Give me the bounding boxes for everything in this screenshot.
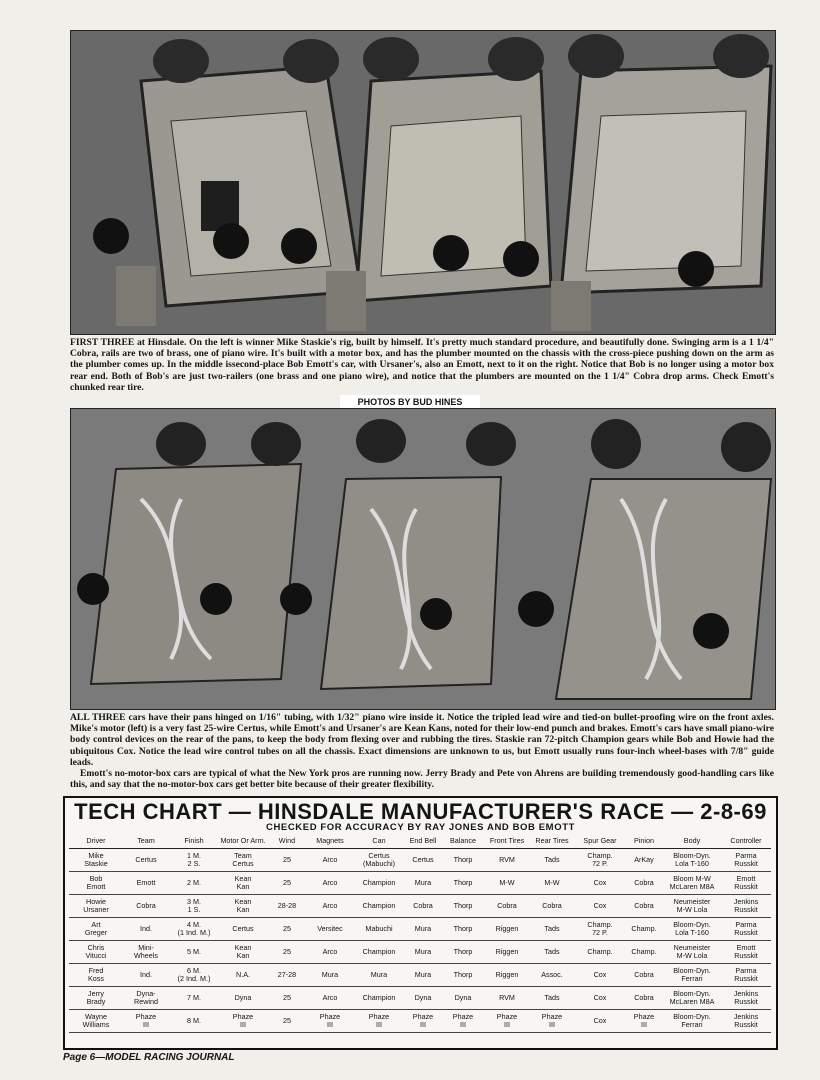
table-cell: Phaze III [485,1010,529,1033]
table-cell: 25 [267,849,307,872]
table-cell: 27-28 [267,964,307,987]
table-cell: Neumeister M-W Lola [663,895,721,918]
table-cell: Tads [529,849,575,872]
table-cell: Ind. [123,964,169,987]
table-cell: Riggen [485,964,529,987]
table-cell: M-W [485,872,529,895]
column-header: Front Tires [485,834,529,849]
table-cell: Neumeister M-W Lola [663,941,721,964]
table-cell: Mura [307,964,353,987]
table-cell: Kean Kan [219,941,267,964]
table-cell: Certus [123,849,169,872]
table-cell: Champion [353,987,405,1010]
table-row [69,872,771,895]
table-cell: Riggen [485,941,529,964]
table-cell: Parma Russkit [721,918,771,941]
table-cell: Certus [405,849,441,872]
table-cell: Emott [123,872,169,895]
table-cell: Champ. 72 P. [575,849,625,872]
table-cell: Bloom-Dyn. Ferrari [663,964,721,987]
table-cell: Arco [307,872,353,895]
table-cell: Champ. [625,941,663,964]
table-row [69,964,771,987]
table-cell: Thorp [441,918,485,941]
tech-chart-subtitle: CHECKED FOR ACCURACY BY RAY JONES AND BOB EMOTT [265,822,575,833]
table-cell: 28-28 [267,895,307,918]
table-cell: Mura [405,918,441,941]
table-cell: M-W [529,872,575,895]
table-cell: 2 M. [169,872,219,895]
table-cell: Bloom M-W McLaren M8A [663,872,721,895]
table-cell: Phaze III [405,1010,441,1033]
table-cell: 4 M. (1 Ind. M.) [169,918,219,941]
column-header: Driver [69,834,123,849]
table-cell: Champion [353,895,405,918]
table-cell: Jenkins Russkit [721,987,771,1010]
table-cell: Bloom-Dyn. Lola T-160 [663,918,721,941]
table-cell: Arco [307,895,353,918]
table-cell: Cox [575,987,625,1010]
tech-chart [63,796,778,1050]
photo-credit: PHOTOS BY BUD HINES [340,395,480,409]
table-cell: Assoc. [529,964,575,987]
table-cell: Champ. 72 P. [575,918,625,941]
column-header: Spur Gear [575,834,625,849]
tech-chart-title: TECH CHART — HINSDALE MANUFACTURER'S RACE — 2-8-69 [74,799,767,824]
table-cell: 1 M. 2 S. [169,849,219,872]
photo-top-three-chassis [70,30,776,335]
table-cell: Kean Kan [219,872,267,895]
table-cell: Bloom-Dyn. McLaren M8A [663,987,721,1010]
table-cell: Phaze III [625,1010,663,1033]
table-cell: Dyna- Rewind [123,987,169,1010]
column-header: Wind [267,834,307,849]
table-cell: Cobra [625,964,663,987]
table-cell: Champ. [575,941,625,964]
table-row [69,849,771,872]
table-body [69,849,771,1033]
table-cell: Mabuchi [353,918,405,941]
table-cell: Arco [307,941,353,964]
table-cell: Mura [353,964,405,987]
table-cell: Thorp [441,849,485,872]
table-cell: Kean Kan [219,895,267,918]
table-cell: Dyna [219,987,267,1010]
column-header: Controller [721,834,771,849]
column-header: Finish [169,834,219,849]
table-cell: Art Greger [69,918,123,941]
table-cell: Arco [307,987,353,1010]
table-cell: Howie Ursaner [69,895,123,918]
table-cell: Mini- Wheels [123,941,169,964]
table-cell: ArKay [625,849,663,872]
table-cell: Emott Russkit [721,941,771,964]
table-cell: Cox [575,872,625,895]
column-header: Magnets [307,834,353,849]
table-cell: Tads [529,918,575,941]
photo-all-three-pans [70,408,776,710]
table-cell: Bloom-Dyn. Lola T-160 [663,849,721,872]
table-cell: 3 M. 1 S. [169,895,219,918]
table-cell: 5 M. [169,941,219,964]
caption-bottom-paragraph-1: ALL THREE cars have their pans hinged on 1/16" tubing, with 1/32" piano wire inside it. Notice the tripled lead wire and tied-on bullet-proofing wire on the front axles. Mike's motor (left) is a very fast 25-wire Certus, while Emott's and Ursaner's are Kean Kans, noted for their low-end punch and brakes. Emott's cars have small piano-wire body control devices on the rear of the pans, to keep the body from flexing over and rubbing the tires. Staskie ran 72-pitch Champion gears while Bob and Howie had the ubiquitous Cox. Notice the lead wire control tubes on all the chassis. Exact dimensions are unknown to us, but Emott usually runs four-inch wheel-bases with 7/8" guide leads. [70,712,774,768]
table-row [69,1010,771,1033]
table-cell: Mike Staskie [69,849,123,872]
column-header: Pinion [625,834,663,849]
table-cell: Emott Russkit [721,872,771,895]
table-cell: Wayne Williams [69,1010,123,1033]
column-header: Balance [441,834,485,849]
table-cell: 6 M. (2 Ind. M.) [169,964,219,987]
table-cell: Thorp [441,895,485,918]
table-cell: 25 [267,872,307,895]
table-cell: Bob Emott [69,872,123,895]
table-cell: Mura [405,941,441,964]
table-cell: Champion [353,872,405,895]
table-cell: Cobra [529,895,575,918]
table-cell: Cox [575,964,625,987]
caption-bottom [70,712,774,790]
table-row [69,941,771,964]
table-cell: Certus [219,918,267,941]
caption-top: FIRST THREE at Hinsdale. On the left is winner Mike Staskie's rig, built by himself. It's pretty much standard procedure, and beautifully done. Swinging arm is a 1 1/4" Cobra, rails are two of brass, one of piano wire. It's built with a motor box, and has the plumber mounted on the chassis with the cross-piece pushing down on the arm as the plumber comes up. In the middle issecond-place Bob Emott's car, with Ursaner's, also an Emott, next to it on the right. Notice that Bob is no longer using a motor box rear end. Both of Bob's are just two-railers (one brass and one piano wire), and notice that the plumbers are mounted on the 1 1/4" Cobra drop arms. Check Emott's chunked rear tire. [70,337,774,393]
table-cell: Versitec [307,918,353,941]
table-cell: RVM [485,849,529,872]
table-cell: Phaze III [219,1010,267,1033]
column-header: Motor Or Arm. [219,834,267,849]
table-cell: Bloom-Dyn. Ferrari [663,1010,721,1033]
table-cell: Thorp [441,941,485,964]
table-cell: Riggen [485,918,529,941]
table-cell: N.A. [219,964,267,987]
table-cell: Phaze III [441,1010,485,1033]
table-cell: Tads [529,941,575,964]
table-cell: 7 M. [169,987,219,1010]
table-cell: Jenkins Russkit [721,895,771,918]
table-cell: 25 [267,941,307,964]
table-cell: 8 M. [169,1010,219,1033]
table-cell: Jenkins Russkit [721,1010,771,1033]
column-header: End Bell [405,834,441,849]
table-cell: Ind. [123,918,169,941]
table-row [69,895,771,918]
table-cell: Cobra [625,987,663,1010]
table-cell: Parma Russkit [721,849,771,872]
tech-chart-table [69,834,771,1033]
table-cell: RVM [485,987,529,1010]
table-cell: Fred Koss [69,964,123,987]
table-cell: Phaze III [529,1010,575,1033]
table-cell: Phaze III [353,1010,405,1033]
table-cell: Dyna [405,987,441,1010]
table-cell: Mura [405,872,441,895]
page-footer: Page 6—MODEL RACING JOURNAL [63,1052,235,1063]
table-cell: Phaze III [123,1010,169,1033]
table-cell: Cobra [485,895,529,918]
caption-bottom-paragraph-2: Emott's no-motor-box cars are typical of what the New York pros are running now. Jerry Brady and Pete von Ahrens are building tremendously good-handling cars like this, and say that the no-motor-box cars get better bite because of their greater flexibility. [70,768,774,791]
table-cell: Parma Russkit [721,964,771,987]
table-cell: Thorp [441,872,485,895]
table-cell: 25 [267,918,307,941]
column-header: Rear Tires [529,834,575,849]
table-cell: Cobra [123,895,169,918]
table-cell: Mura [405,964,441,987]
table-cell: Thorp [441,964,485,987]
table-cell: Champion [353,941,405,964]
table-cell: Cobra [625,895,663,918]
table-cell: Cobra [625,872,663,895]
table-cell: Cox [575,895,625,918]
table-row [69,918,771,941]
table-cell: Jerry Brady [69,987,123,1010]
table-cell: Tads [529,987,575,1010]
table-cell: Certus (Mabuchi) [353,849,405,872]
table-cell: Arco [307,849,353,872]
table-cell: Chris Vitucci [69,941,123,964]
column-header: Team [123,834,169,849]
table-row [69,987,771,1010]
table-cell: Team Certus [219,849,267,872]
table-cell: Cox [575,1010,625,1033]
column-header: Can [353,834,405,849]
table-header-row [69,834,771,849]
table-cell: Champ. [625,918,663,941]
column-header: Body [663,834,721,849]
table-cell: 25 [267,987,307,1010]
table-cell: Cobra [405,895,441,918]
table-cell: 25 [267,1010,307,1033]
table-cell: Dyna [441,987,485,1010]
table-cell: Phaze III [307,1010,353,1033]
